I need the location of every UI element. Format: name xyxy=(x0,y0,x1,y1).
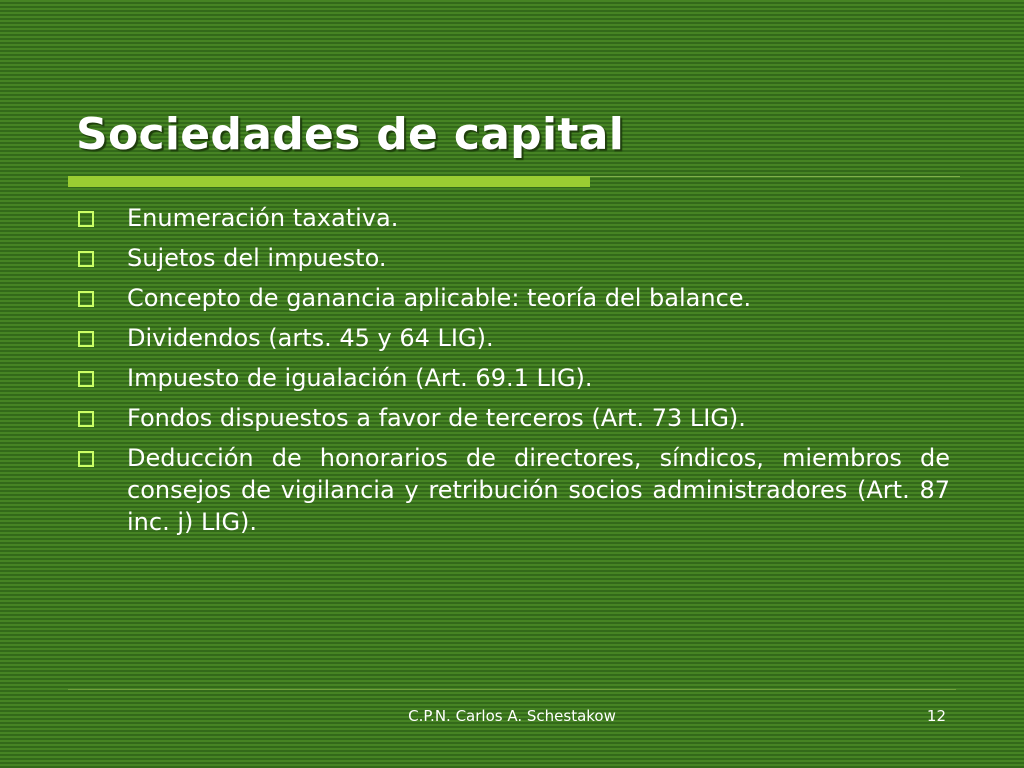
bullet-text: Concepto de ganancia aplicable: teoría del balance. xyxy=(127,284,752,312)
bullet-item xyxy=(76,362,950,394)
hollow-square-bullet-icon xyxy=(78,331,94,347)
bullet-item xyxy=(76,442,950,538)
bullet-text: Impuesto de igualación (Art. 69.1 LIG). xyxy=(127,364,593,392)
bullet-item xyxy=(76,402,950,434)
bullet-item xyxy=(76,242,950,274)
hollow-square-bullet-icon xyxy=(78,251,94,267)
slide-title: Sociedades de capital xyxy=(76,109,625,160)
title-underline-accent xyxy=(68,176,590,187)
page-number: 12 xyxy=(926,707,946,725)
hollow-square-bullet-icon xyxy=(78,371,94,387)
bullet-text: Fondos dispuestos a favor de terceros (Art. 73 LIG). xyxy=(127,404,746,432)
bullet-list xyxy=(76,202,950,546)
hollow-square-bullet-icon xyxy=(78,411,94,427)
title-underline-line xyxy=(590,176,960,177)
bullet-item xyxy=(76,322,950,354)
bullet-text: Dividendos (arts. 45 y 64 LIG). xyxy=(127,324,494,352)
footer-author: C.P.N. Carlos A. Schestakow xyxy=(408,707,616,725)
bullet-text: Enumeración taxativa. xyxy=(127,204,399,232)
bullet-text: Sujetos del impuesto. xyxy=(127,244,387,272)
bullet-text: Deducción de honorarios de directores, síndicos, miembros de consejos de vigilancia y retribución socios administradores (Art. 87 inc. j) LIG). xyxy=(127,444,950,536)
hollow-square-bullet-icon xyxy=(78,451,94,467)
hollow-square-bullet-icon xyxy=(78,291,94,307)
footer-divider xyxy=(68,689,956,690)
hollow-square-bullet-icon xyxy=(78,211,94,227)
bullet-item xyxy=(76,282,950,314)
bullet-item xyxy=(76,202,950,234)
